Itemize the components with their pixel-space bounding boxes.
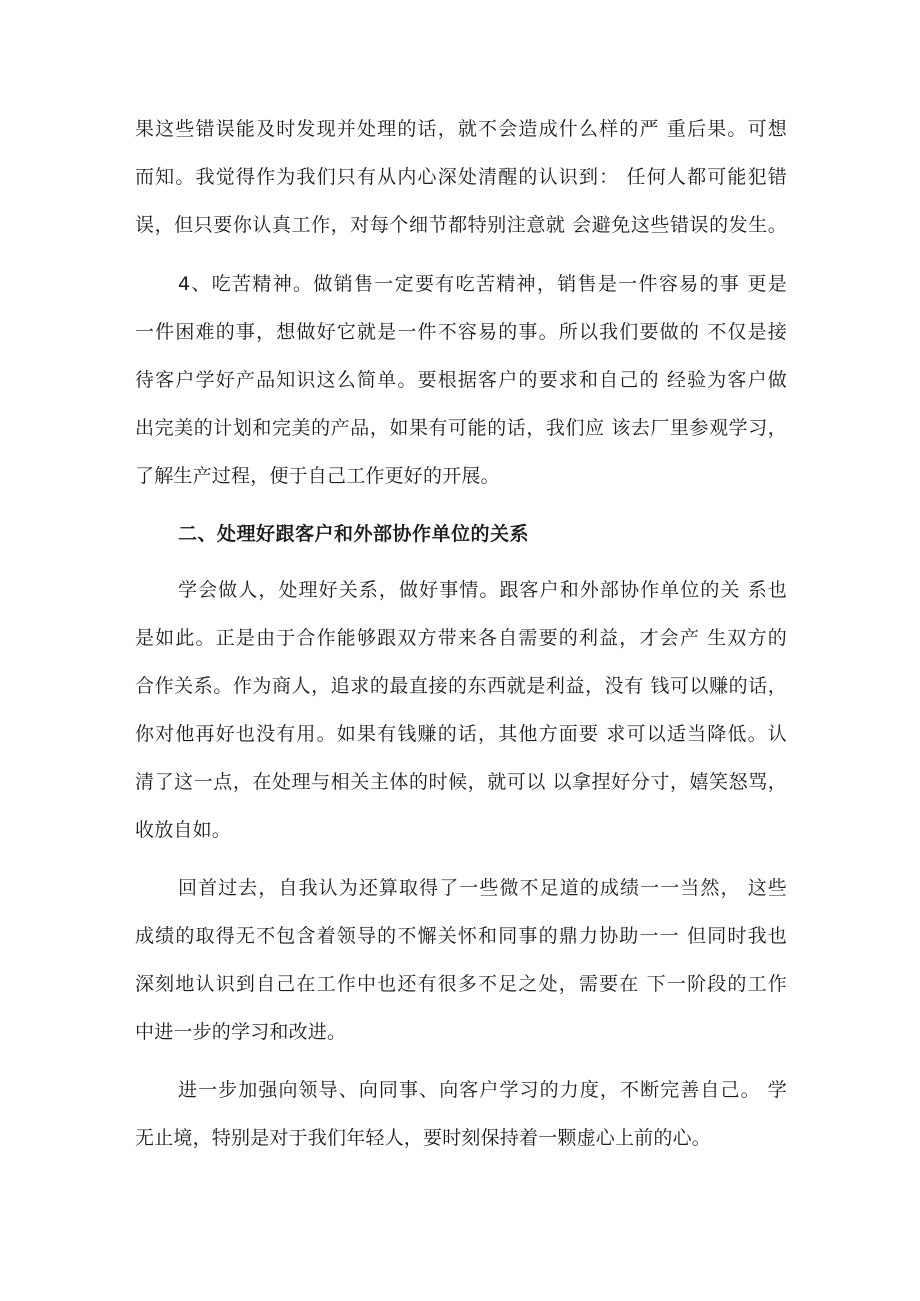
paragraph-3-line-1: 学会做人，处理好关系，做好事情。跟客户和外部协作单位的关 系也 bbox=[178, 579, 787, 601]
paragraph-3-line-2: 是如此。正是由于合作能够跟双方带来各自需要的利益，才会产 生双方的 bbox=[135, 627, 787, 649]
paragraph-3-line-6: 收放自如。 bbox=[135, 819, 232, 841]
paragraph-3-line-4: 你对他再好也没有用。如果有钱赚的话，其他方面要 求可以适当降低。认 bbox=[135, 723, 787, 745]
paragraph-1-line-2: 而知。我觉得作为我们只有从内心深处清醒的认识到： 任何人都可能犯错 bbox=[135, 166, 787, 188]
paragraph-5-line-2: 无止境，特别是对于我们年轻人，要时刻保持着一颗虚心上前的心。 bbox=[135, 1127, 712, 1149]
paragraph-1-line-1: 果这些错误能及时发现并处理的话，就不会造成什么样的严 重后果。可想 bbox=[135, 118, 787, 140]
paragraph-4-line-2: 成绩的取得无不包含着领导的不懈关怀和同事的鼎力协助一一 但同时我也 bbox=[135, 925, 787, 947]
paragraph-2-line-4: 出完美的计划和完美的产品，如果有可能的话，我们应 该去厂里参观学习， bbox=[135, 417, 787, 439]
paragraph-3-line-5: 清了这一点，在处理与相关主体的时候，就可以 以拿捏好分寸，嬉笑怒骂， bbox=[135, 771, 787, 793]
paragraph-3-line-3: 合作关系。作为商人，追求的最直接的东西就是利益，没有 钱可以赚的话， bbox=[135, 675, 787, 697]
paragraph-2-line-3: 待客户学好产品知识这么简单。要根据客户的要求和自己的 经验为客户做 bbox=[135, 369, 787, 391]
paragraph-2-line-2: 一件困难的事，想做好它就是一件不容易的事。所以我们要做的 不仅是接 bbox=[135, 321, 787, 343]
section-heading-2: 二、处理好跟客户和外部协作单位的关系 bbox=[178, 523, 530, 545]
paragraph-5-line-1: 进一步加强向领导、向同事、向客户学习的力度，不断完善自己。 学 bbox=[178, 1079, 787, 1101]
paragraph-4-line-1: 回首过去，自我认为还算取得了一些微不足道的成绩一一当然， 这些 bbox=[178, 877, 787, 899]
paragraph-4-line-4: 中进一步的学习和改进。 bbox=[135, 1021, 347, 1043]
paragraph-4-line-3: 深刻地认识到自己在工作中也还有很多不足之处，需要在 下一阶段的工作 bbox=[135, 973, 787, 995]
paragraph-2-line-5: 了解生产过程，便于自己工作更好的开展。 bbox=[135, 465, 500, 487]
paragraph-1-line-3: 误，但只要你认真工作，对每个细节都特别注意就 会避免这些错误的发生。 bbox=[135, 214, 787, 236]
paragraph-2-line-1: 4、吃苦精神。做销售一定要有吃苦精神，销售是一件容易的事 更是 bbox=[178, 273, 787, 295]
